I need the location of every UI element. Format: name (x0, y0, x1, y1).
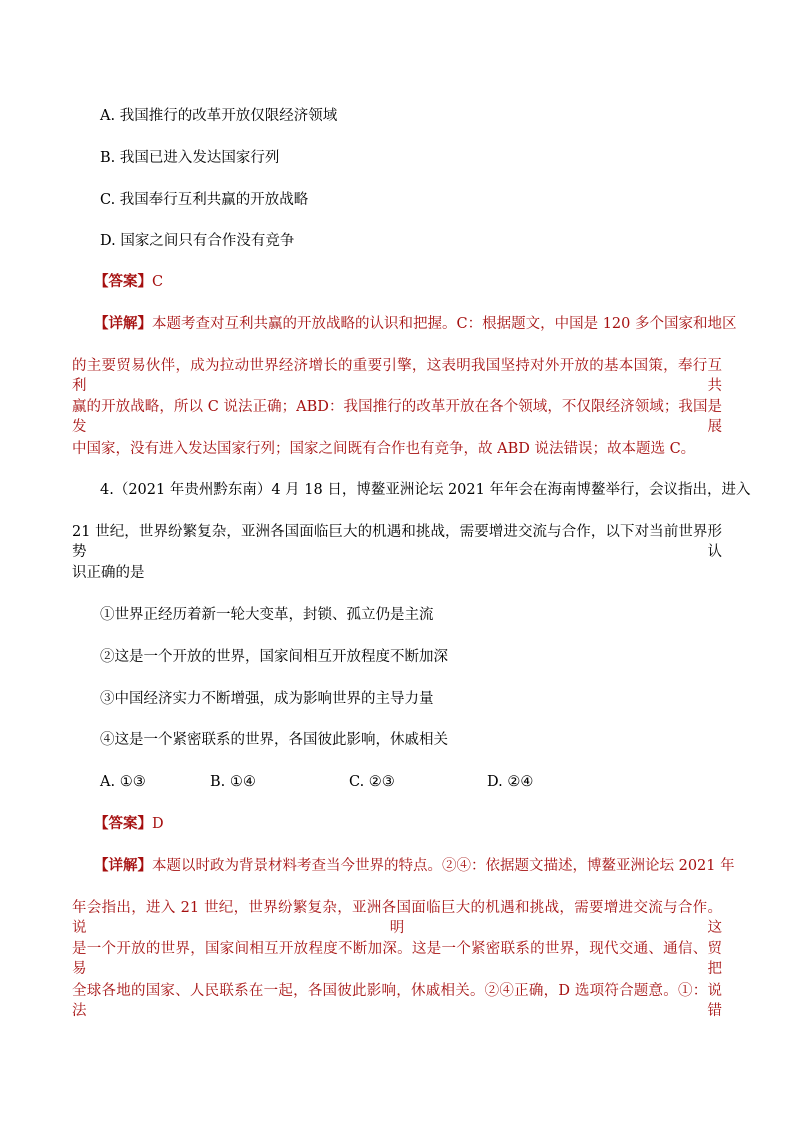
answer-value: C (152, 274, 164, 290)
q4-explanation-line (94, 856, 735, 876)
q4-stem-line: 识正确的是 (72, 565, 145, 581)
answer-label: 【答案】 (94, 273, 152, 290)
q4-explanation-line: 是一个开放的世界，国家间相互开放程度不断加深。这是一个紧密联系的世界，现代交通、通信、贸易把 (72, 941, 722, 977)
q4-options-row (0, 772, 794, 792)
q4-statement-4: ④这是一个紧密联系的世界，各国彼此影响，休戚相关 (100, 732, 448, 748)
answer-label: 【答案】 (94, 815, 152, 832)
answer-value: D (152, 816, 164, 832)
explanation-label: 【详解】 (94, 857, 152, 874)
q4-option-a: A. ①③ (100, 774, 146, 790)
q3-explanation-line (94, 314, 737, 334)
q4-option-b: B. ①④ (210, 774, 256, 790)
q3-option-b: B. 我国已进入发达国家行列 (100, 150, 280, 166)
q4-explanation-line: 全球各地的国家、人民联系在一起，各国彼此影响，休戚相关。②④正确，D 选项符合题意。①：说法错 (72, 983, 722, 1019)
explanation-label: 【详解】 (94, 315, 152, 332)
q3-explanation-line: 赢的开放战略，所以 C 说法正确；ABD：我国推行的改革开放在各个领域，不仅限经济领域；我国是发展 (72, 399, 722, 435)
q4-answer (94, 814, 164, 834)
q3-answer (94, 272, 163, 292)
q3-explanation-line: 的主要贸易伙伴，成为拉动世界经济增长的重要引擎，这表明我国坚持对外开放的基本国策，奉行互利共 (72, 358, 722, 394)
q4-statement-3: ③中国经济实力不断增强，成为影响世界的主导力量 (100, 691, 434, 707)
q4-option-c: C. ②③ (349, 774, 395, 790)
q4-stem-line: 21 世纪，世界纷繁复杂，亚洲各国面临巨大的机遇和挑战，需要增进交流与合作，以下对当前世界形势认 (72, 524, 722, 560)
explanation-text: 本题以时政为背景材料考查当今世界的特点。②④：依据题文描述，博鳌亚洲论坛 2021 年 (152, 858, 735, 874)
q4-statement-2: ②这是一个开放的世界，国家间相互开放程度不断加深 (100, 649, 448, 665)
q4-option-d: D. ②④ (487, 774, 534, 790)
q3-option-c: C. 我国奉行互利共赢的开放战略 (100, 192, 309, 208)
q4-statement-1: ①世界正经历着新一轮大变革，封锁、孤立仍是主流 (100, 607, 434, 623)
q4-explanation-line: 年会指出，进入 21 世纪，世界纷繁复杂，亚洲各国面临巨大的机遇和挑战，需要增进交流与合作。说明这 (72, 900, 722, 936)
q3-explanation-line: 中国家，没有进入发达国家行列；国家之间既有合作也有竞争，故 ABD 说法错误；故本题选 C。 (72, 441, 696, 457)
q4-stem-line: 4.（2021 年贵州黔东南）4 月 18 日，博鳌亚洲论坛 2021 年年会在海南博鳌举行，会议指出，进入 (100, 482, 751, 498)
q3-option-a: A. 我国推行的改革开放仅限经济领域 (100, 108, 338, 124)
q3-option-d: D. 国家之间只有合作没有竞争 (100, 233, 295, 249)
explanation-text: 本题考查对互利共赢的开放战略的认识和把握。C：根据题文，中国是 120 多个国家和地区 (152, 316, 737, 332)
